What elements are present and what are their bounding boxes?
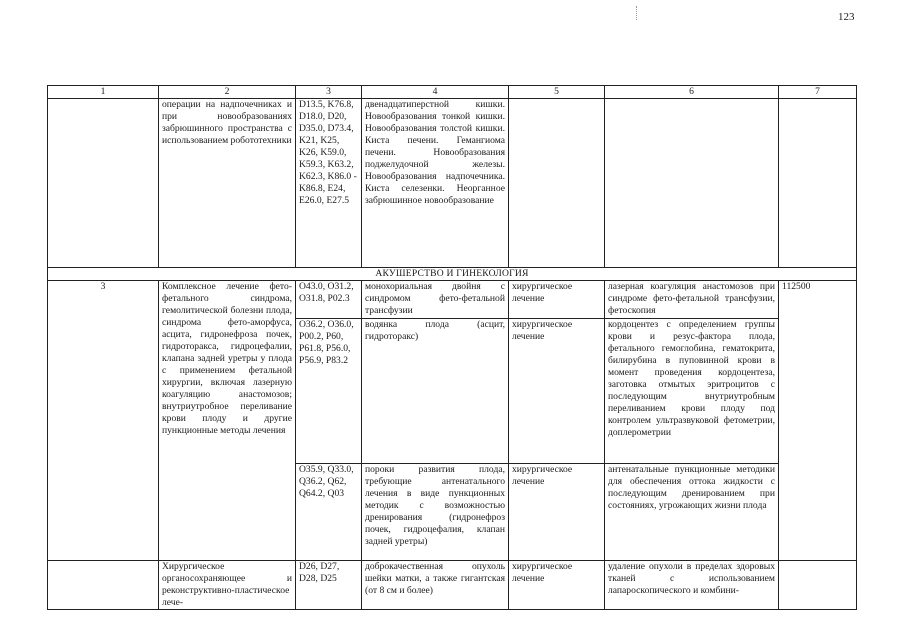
- scan-mark: [636, 6, 638, 20]
- price-cell: [779, 561, 857, 610]
- row-number: [48, 99, 159, 268]
- method-cell: операции на надпочечниках и при новообразованиях забрюшинного пространства с использованием робототехники: [159, 99, 296, 268]
- method-detail-cell: лазерная коагуляция анастомозов при синдроме фето-фетальной трансфузии, фетоскопия: [605, 281, 779, 319]
- method-detail-cell: кордоцентез с определением группы крови и резус-фактора плода, фетального гемоглобина, гематокрита, билирубина в пуповинной крови в момент проведения кордоцентеза, заготовка отмытых эритроцитов с последующим внутриутробным переливанием крови плоду под контролем ультразвуковой фетометрии, доплерометрии: [605, 319, 779, 464]
- method-cell: Комплексное лечение фето-фетального синдрома, гемолитической болезни плода, синдрома фето-аморфуса, асцита, гидронефроза почек, гидроторакса, гидроцефалии, клапана задней уретры у плода с применением фетальной хирургии, включая лазерную коагуляцию анастомозов; внутриутробное переливание крови плоду и другие пункционные методы лечения: [159, 281, 296, 561]
- medical-care-table: [47, 85, 857, 610]
- price-cell: 112500: [779, 281, 857, 561]
- header-cell: 5: [509, 86, 605, 99]
- section-row: [48, 268, 857, 281]
- row-number: [48, 561, 159, 610]
- condition-cell: двенадцатиперстной кишки. Новообразования тонкой кишки. Новообразования толстой кишки. Киста печени. Гемангиома печени. Новообразования поджелудочной железы. Новообразования надпочечника. Киста селезенки. Неорганное забрюшинное новообразование: [362, 99, 509, 268]
- header-cell: 7: [779, 86, 857, 99]
- condition-cell: пороки развития плода, требующие антенатального лечения в виде пункционных методик с возможностью дренирования (гидронефроз почек, гидроцефалия, клапан задней уретры): [362, 464, 509, 561]
- treatment-type-cell: хирургическое лечение: [509, 281, 605, 319]
- method-detail-cell: антенатальные пункционные методики для обеспечения оттока жидкости с последующим дренированием при состояниях, угрожающих жизни плода: [605, 464, 779, 561]
- price-cell: [779, 99, 857, 268]
- treatment-type-cell: хирургическое лечение: [509, 464, 605, 561]
- table-row: [48, 561, 857, 610]
- method-cell: Хирургическое органосохраняющее и реконструктивно-пластическое лече-: [159, 561, 296, 610]
- section-title: АКУШЕРСТВО И ГИНЕКОЛОГИЯ: [48, 268, 857, 281]
- header-cell: 1: [48, 86, 159, 99]
- header-cell: 3: [296, 86, 362, 99]
- condition-cell: монохориальная двойня с синдромом фето-фетальной трансфузии: [362, 281, 509, 319]
- codes-cell: D13.5, K76.8, D18.0, D20, D35.0, D73.4, K21, K25, K26, K59.0, K59.3, K63.2, K62.3, K86.0 - K86.8, E24, E26.0, E27.5: [296, 99, 362, 268]
- condition-cell: водянка плода (асцит, гидроторакс): [362, 319, 509, 464]
- page-number: 123: [838, 11, 855, 23]
- treatment-type-cell: хирургическое лечение: [509, 561, 605, 610]
- header-cell: 2: [159, 86, 296, 99]
- codes-cell: D26, D27, D28, D25: [296, 561, 362, 610]
- table-header-row: [48, 86, 857, 99]
- row-number: 3: [48, 281, 159, 561]
- header-cell: 4: [362, 86, 509, 99]
- header-cell: 6: [605, 86, 779, 99]
- condition-cell: доброкачественная опухоль шейки матки, а также гигантская (от 8 см и более): [362, 561, 509, 610]
- method-detail-cell: удаление опухоли в пределах здоровых тканей с использованием лапароскопического и комбини-: [605, 561, 779, 610]
- codes-cell: O35.9, Q33.0, Q36.2, Q62, Q64.2, Q03: [296, 464, 362, 561]
- table-row: [48, 99, 857, 268]
- table-row: [48, 281, 857, 319]
- codes-cell: O36.2, O36.0, P00.2, P60, P61.8, P56.0, P56.9, P83.2: [296, 319, 362, 464]
- codes-cell: O43.0, O31.2, O31.8, P02.3: [296, 281, 362, 319]
- treatment-type-cell: [509, 99, 605, 268]
- method-detail-cell: [605, 99, 779, 268]
- treatment-type-cell: хирургическое лечение: [509, 319, 605, 464]
